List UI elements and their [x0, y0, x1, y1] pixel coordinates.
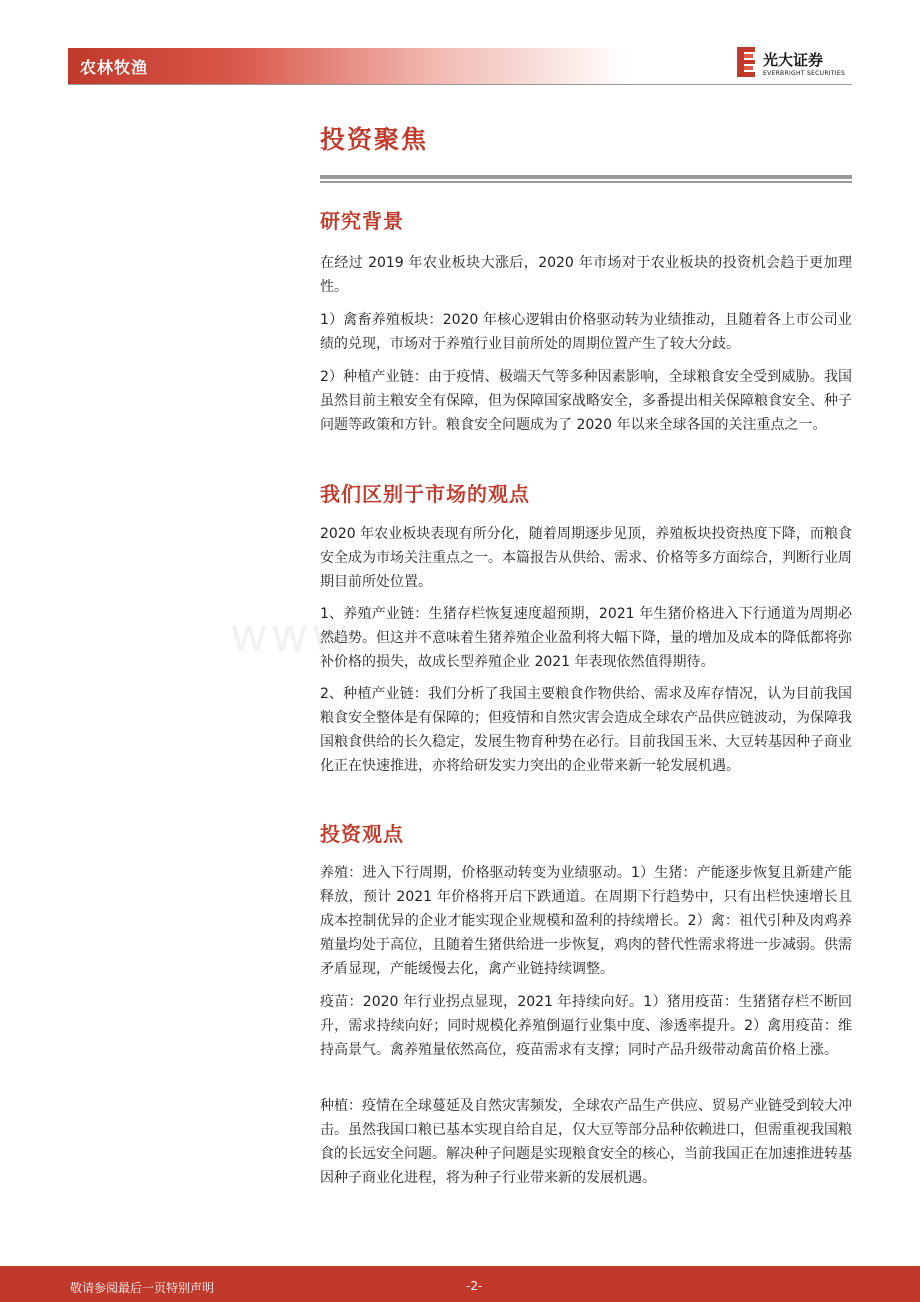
difference-paragraph-1: 2020 年农业板块表现有所分化，随着周期逐步见顶，养殖板块投资热度下降，而粮食安全成为市场关注重点之一。本篇报告从供给、需求、价格等多方面综合，判断行业周期目前所处位置。	[320, 526, 852, 590]
header-divider	[68, 84, 852, 85]
views-paragraph-3: 种植：疫情在全球蔓延及自然灾害频发，全球农产品生产供应、贸易产业链受到较大冲击。虽然我国口粮已基本实现自给自足，仅大豆等部分品种依赖进口，但需重视我国粮食的长远安全问题。解决种子问题是实现粮食安全的核心，当前我国正在加速推进转基因种子商业化进程，将为种子行业带来新的发展机遇。	[320, 1098, 852, 1186]
title-rule-thin	[320, 181, 852, 183]
section-heading-difference: 我们区别于市场的观点	[320, 482, 530, 506]
page-number: -2-	[466, 1279, 483, 1293]
section-heading-background: 研究背景	[320, 209, 404, 233]
sector-label: 农林牧渔	[80, 58, 149, 77]
background-paragraph-3: 2）种植产业链：由于疫情、极端天气等多种因素影响，全球粮食安全受到威胁。我国虽然目前主粮安全有保障，但为保障国家战略安全，多番提出相关保障粮食安全、种子问题等政策和方针。粮食安全问题成为了 2020 年以来全球各国的关注重点之一。	[320, 369, 852, 433]
background-paragraph-1: 在经过 2019 年农业板块大涨后，2020 年市场对于农业板块的投资机会趋于更加理性。	[320, 255, 852, 295]
views-paragraph-2: 疫苗：2020 年行业拐点显现，2021 年持续向好。1）猪用疫苗：生猪猪存栏不断回升，需求持续向好；同时规模化养殖倒逼行业集中度、渗透率提升。2）禽用疫苗：维持高景气。禽养殖量依然高位，疫苗需求有支撑；同时产品升级带动禽苗价格上涨。	[320, 994, 852, 1058]
watermark: www.	[230, 608, 366, 662]
difference-paragraph-2: 1、养殖产业链：生猪存栏恢复速度超预期，2021 年生猪价格进入下行通道为周期必然趋势。但这并不意味着生猪养殖企业盈利将大幅下降，量的增加及成本的降低都将弥补价格的损失，故成长型养殖企业 2021 年表现依然值得期待。	[320, 606, 852, 670]
logo-english-name: EVERBRIGHT SECURITIES	[763, 70, 846, 77]
broker-logo	[735, 45, 855, 81]
difference-paragraph-3: 2、种植产业链：我们分析了我国主要粮食作物供给、需求及库存情况，认为目前我国粮食安全整体是有保障的；但疫情和自然灾害会造成全球农产品供应链波动，为保障我国粮食供给的长久稳定，发展生物育种势在必行。目前我国玉米、大豆转基因种子商业化正在快速推进，亦将给研发实力突出的企业带来新一轮发展机遇。	[320, 686, 852, 774]
header-band	[68, 48, 628, 84]
section-heading-views: 投资观点	[320, 822, 404, 846]
title-rule-thick	[320, 175, 852, 179]
logo-chinese-name: 光大证券	[763, 51, 824, 69]
background-paragraph-2: 1）禽畜养殖板块：2020 年核心逻辑由价格驱动转为业绩推动，且随着各上市公司业绩的兑现，市场对于养殖行业目前所处的周期位置产生了较大分歧。	[320, 312, 852, 352]
page-title: 投资聚焦	[320, 125, 429, 154]
footer-disclaimer: 敬请参阅最后一页特别声明	[70, 1281, 215, 1295]
views-paragraph-1: 养殖：进入下行周期，价格驱动转变为业绩驱动。1）生猪：产能逐步恢复且新建产能释放，预计 2021 年价格将开启下跌通道。在周期下行趋势中，只有出栏快速增长且成本控制优异的企业才能实现企业规模和盈利的持续增长。2）禽：祖代引种及肉鸡养殖量均处于高位，且随着生猪供给进一步恢复，鸡肉的替代性需求将进一步减弱。供需矛盾显现，产能缓慢去化，禽产业链持续调整。	[320, 865, 852, 977]
everbright-logo-icon	[735, 45, 757, 79]
